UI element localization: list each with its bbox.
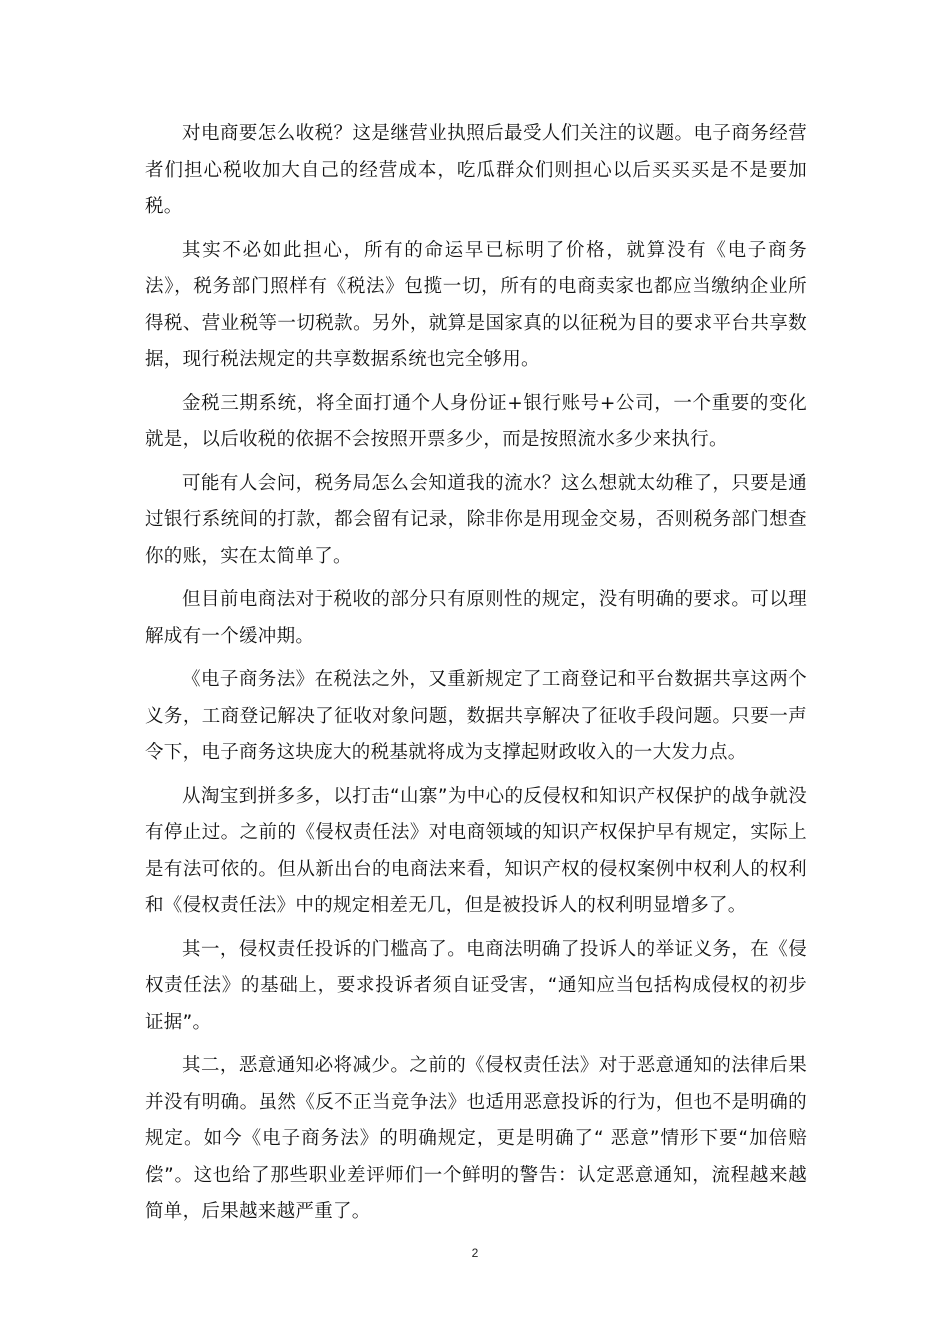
paragraph-2: 其实不必如此担心，所有的命运早已标明了价格，就算没有《电子商务法》，税务部门照样有《税法》包揽一切，所有的电商卖家也都应当缴纳企业所得税、营业税等一切税款。另外，就算是国家真的以征税为目的要求平台共享数据，现行税法规定的共享数据系统也完全够用。: [145, 239, 807, 370]
paragraph-7: 从淘宝到拼多多，以打击“山寨”为中心的反侵权和知识产权保护的战争就没有停止过。之前的《侵权责任法》对电商领域的知识产权保护早有规定，实际上是有法可依的。但从新出台的电商法来看，知识产权的侵权案例中权利人的权利和《侵权责任法》中的规定相差无几，但是被投诉人的权利明显增多了。: [145, 785, 807, 916]
body-text: [145, 116, 807, 1238]
page-number: 2: [471, 1246, 479, 1260]
paragraph-9: 其二，恶意通知必将减少。之前的《侵权责任法》对于恶意通知的法律后果并没有明确。虽然《反不正当竞争法》也适用恶意投诉的行为，但也不是明确的规定。如今《电子商务法》的明确规定，更是明确了“ 恶意”情形下要“加倍赔偿”。这也给了那些职业差评师们一个鲜明的警告：认定恶意通知，流程越来越简单，后果越来越严重了。: [145, 1055, 807, 1222]
paragraph-1: 对电商要怎么收税？这是继营业执照后最受人们关注的议题。电子商务经营者们担心税收加大自己的经营成本，吃瓜群众们则担心以后买买买是不是要加税。: [145, 123, 807, 217]
paragraph-5: 但目前电商法对于税收的部分只有原则性的规定，没有明确的要求。可以理解成有一个缓冲期。: [145, 589, 807, 647]
paragraph-6: 《电子商务法》在税法之外，又重新规定了工商登记和平台数据共享这两个义务，工商登记解决了征收对象问题，数据共享解决了征收手段问题。只要一声令下，电子商务这块庞大的税基就将成为支撑起财政收入的一大发力点。: [145, 669, 807, 763]
paragraph-8: 其一，侵权责任投诉的门槛高了。电商法明确了投诉人的举证义务，在《侵权责任法》的基础上，要求投诉者须自证受害，“通知应当包括构成侵权的初步证据”。: [145, 938, 807, 1033]
paragraph-4: 可能有人会问，税务局怎么会知道我的流水？这么想就太幼稚了，只要是通过银行系统间的打款，都会留有记录，除非你是用现金交易，否则税务部门想查你的账，实在太简单了。: [145, 472, 807, 567]
paragraph-3: 金税三期系统，将全面打通个人身份证+银行账号+公司，一个重要的变化就是，以后收税的依据不会按照开票多少，而是按照流水多少来执行。: [145, 392, 807, 450]
